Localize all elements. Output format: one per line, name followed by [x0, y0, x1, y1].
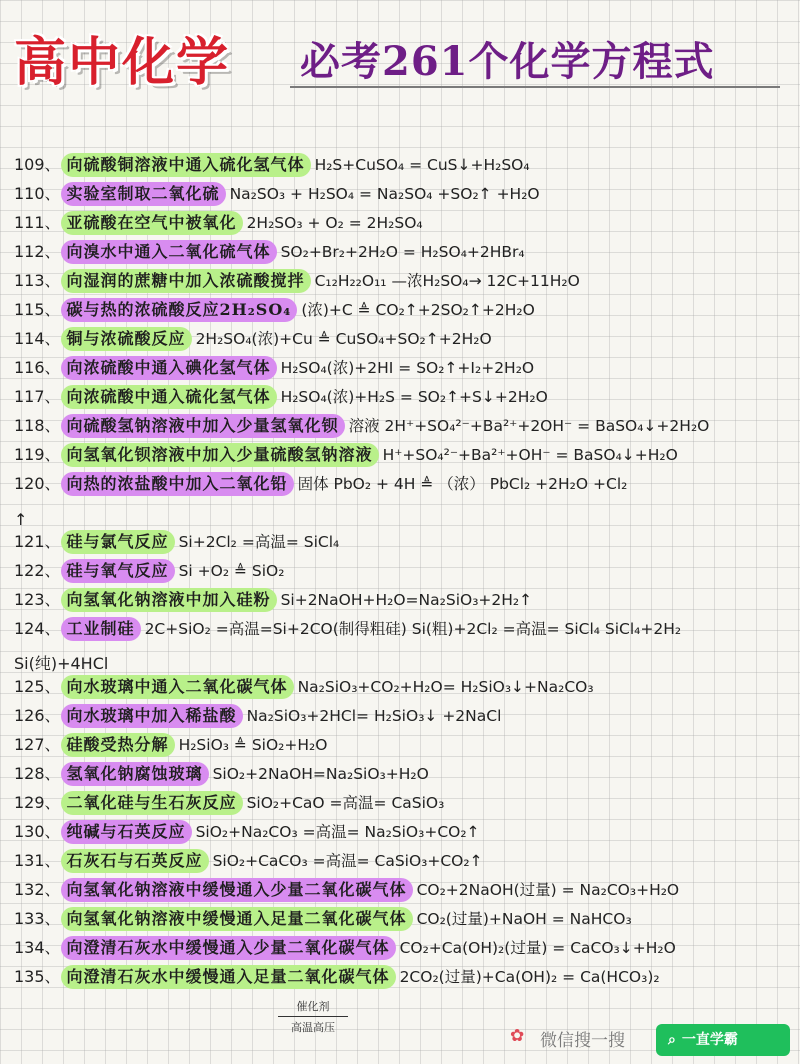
equation-number: 135、 [14, 967, 61, 986]
chemical-equation: 溶液 2H⁺+SO₄²⁻+Ba²⁺+2OH⁻ = BaSO₄↓+2H₂O [348, 417, 710, 435]
reaction-description: 向氢氧化钡溶液中加入少量硫酸氢钠溶液 [61, 443, 379, 467]
search-icon: ⌕ [668, 1032, 676, 1048]
chemical-equation: Si +O₂ ≜ SiO₂ [178, 562, 285, 580]
equation-number: 126、 [14, 706, 61, 725]
reaction-description: 工业制硅 [61, 617, 141, 641]
equation-row [14, 701, 501, 730]
equation-number: 110、 [14, 184, 61, 203]
reaction-description: 向氢氧化钠溶液中加入硅粉 [61, 588, 277, 612]
equation-row [14, 411, 709, 440]
chemical-equation: SiO₂+CaO =高温= CaSiO₃ [246, 794, 445, 812]
reaction-description: 向溴水中通入二氧化硫气体 [61, 240, 277, 264]
reaction-description: 向澄清石灰水中缓慢通入少量二氧化碳气体 [61, 936, 396, 960]
equation-number: 114、 [14, 329, 61, 348]
equation-row [14, 933, 676, 962]
watermark-button-label: 一直学霸 [681, 1032, 738, 1048]
chemical-equation: H⁺+SO₄²⁻+Ba²⁺+OH⁻ = BaSO₄↓+H₂O [382, 446, 678, 464]
equation-number: 119、 [14, 445, 61, 464]
chemical-equation: Na₂SiO₃+2HCl= H₂SiO₃↓ +2NaCl [246, 707, 502, 725]
reaction-description: 向浓硫酸中通入碘化氢气体 [61, 356, 277, 380]
equation-number: 118、 [14, 416, 61, 435]
watermark-text: 微信搜一搜 [540, 1031, 625, 1051]
chemical-equation: SiO₂+2NaOH=Na₂SiO₃+H₂O [212, 765, 429, 783]
chemical-equation: Si+2NaOH+H₂O=Na₂SiO₃+2H₂↑ [280, 591, 533, 609]
reaction-description: 向热的浓盐酸中加入二氧化铅 [61, 472, 294, 496]
equation-number: 120、 [14, 474, 61, 493]
equation-row [14, 150, 530, 179]
reaction-description: 向氢氧化钠溶液中缓慢通入少量二氧化碳气体 [61, 878, 413, 902]
equation-number: 125、 [14, 677, 61, 696]
equation-number: 116、 [14, 358, 61, 377]
equation-row [14, 614, 681, 643]
equation-row [14, 295, 535, 324]
equation-number: 123、 [14, 590, 61, 609]
equation-row [14, 788, 444, 817]
equation-number: 129、 [14, 793, 61, 812]
equation-row [14, 875, 679, 904]
equation-number: 131、 [14, 851, 61, 870]
equation-row [14, 759, 429, 788]
chemical-equation: SiO₂+Na₂CO₃ =高温= Na₂SiO₃+CO₂↑ [195, 823, 480, 841]
equation-row [14, 962, 660, 991]
reaction-description: 纯碱与石英反应 [61, 820, 192, 844]
equation-row [14, 440, 678, 469]
reaction-description: 向硫酸氢钠溶液中加入少量氢氧化钡 [61, 414, 345, 438]
equation-row [14, 730, 327, 759]
chemical-equation: 2C+SiO₂ =高温=Si+2CO(制得粗硅) Si(粗)+2Cl₂ =高温= SiCl₄ SiCl₄+2H₂ [144, 620, 682, 638]
header [0, 0, 800, 110]
equation-number: 117、 [14, 387, 61, 406]
condition-arrow-icon [278, 1016, 348, 1017]
chemical-equation: SiO₂+CaCO₃ =高温= CaSiO₃+CO₂↑ [212, 852, 483, 870]
equation-number: 121、 [14, 532, 61, 551]
reaction-description: 硅与氯气反应 [61, 530, 175, 554]
watermark-search-button[interactable] [656, 1024, 790, 1056]
chemical-equation: (浓)+C ≜ CO₂↑+2SO₂↑+2H₂O [301, 301, 535, 319]
chemical-equation: CO₂(过量)+NaOH = NaHCO₃ [416, 910, 632, 928]
equation-number: 122、 [14, 561, 61, 580]
reaction-description: 铜与浓硫酸反应 [61, 327, 192, 351]
reaction-description: 二氧化硅与生石灰反应 [61, 791, 243, 815]
condition-bottom: 高温高压 [291, 1021, 335, 1034]
page-title: 高中化学 [14, 33, 231, 93]
equation-row [14, 266, 580, 295]
reaction-description: 碳与热的浓硫酸反应2H₂SO₄ [61, 298, 298, 322]
reaction-description: 向澄清石灰水中缓慢通入足量二氧化碳气体 [61, 965, 396, 989]
chemical-equation: C₁₂H₂₂O₁₁ —浓H₂SO₄→ 12C+11H₂O [314, 272, 580, 290]
reaction-description: 亚硫酸在空气中被氧化 [61, 211, 243, 235]
reaction-description: 向水玻璃中通入二氧化碳气体 [61, 675, 294, 699]
chemical-equation: H₂SO₄(浓)+2HI = SO₂↑+I₂+2H₂O [280, 359, 535, 377]
chemical-equation: H₂SO₄(浓)+H₂S = SO₂↑+S↓+2H₂O [280, 388, 548, 406]
equation-number: 111、 [14, 213, 61, 232]
chemical-equation: H₂S+CuSO₄ = CuS↓+H₂SO₄ [314, 156, 530, 174]
equation-number: 132、 [14, 880, 61, 899]
chemical-equation: SO₂+Br₂+2H₂O = H₂SO₄+2HBr₄ [280, 243, 525, 261]
equation-number: 130、 [14, 822, 61, 841]
reaction-description: 向硫酸铜溶液中通入硫化氢气体 [61, 153, 311, 177]
equation-number: 128、 [14, 764, 61, 783]
reaction-description: 氢氧化钠腐蚀玻璃 [61, 762, 209, 786]
equation-number: 112、 [14, 242, 61, 261]
row-124-continuation: Si(纯)+4HCl [14, 654, 109, 673]
reaction-description: 实验室制取二氧化硫 [61, 182, 226, 206]
reaction-description: 向水玻璃中加入稀盐酸 [61, 704, 243, 728]
equation-row [14, 353, 534, 382]
equation-row [14, 469, 627, 498]
chemical-equation: 2H₂SO₃ + O₂ = 2H₂SO₄ [246, 214, 423, 232]
reaction-description: 硅酸受热分解 [61, 733, 175, 757]
chemical-equation: H₂SiO₃ ≜ SiO₂+H₂O [178, 736, 328, 754]
equation-number: 134、 [14, 938, 61, 957]
equation-number: 133、 [14, 909, 61, 928]
equation-row [14, 556, 284, 585]
equation-number: 115、 [14, 300, 61, 319]
chemical-equation: 2CO₂(过量)+Ca(OH)₂ = Ca(HCO₃)₂ [399, 968, 660, 986]
chemical-equation: Si+2Cl₂ =高温= SiCl₄ [178, 533, 340, 551]
equation-row [14, 237, 525, 266]
equation-row [14, 585, 532, 614]
condition-top: 催化剂 [296, 1000, 330, 1013]
chemical-equation: CO₂+Ca(OH)₂(过量) = CaCO₃↓+H₂O [399, 939, 676, 957]
watermark-logo-icon: ✿ [510, 1026, 525, 1046]
page-subtitle: 必考261个化学方程式 [300, 38, 715, 85]
equation-row [14, 817, 480, 846]
title-underline [290, 86, 780, 88]
reaction-description: 向湿润的蔗糖中加入浓硫酸搅拌 [61, 269, 311, 293]
equation-number: 124、 [14, 619, 61, 638]
reaction-description: 向氢氧化钠溶液中缓慢通入足量二氧化碳气体 [61, 907, 413, 931]
chemical-equation: 2H₂SO₄(浓)+Cu ≜ CuSO₄+SO₂↑+2H₂O [195, 330, 492, 348]
equation-row [14, 382, 548, 411]
equation-number: 127、 [14, 735, 61, 754]
reaction-description: 向浓硫酸中通入硫化氢气体 [61, 385, 277, 409]
equation-row [14, 179, 540, 208]
equation-row [14, 324, 492, 353]
equation-number: 109、 [14, 155, 61, 174]
equation-row [14, 208, 423, 237]
chemical-equation: CO₂+2NaOH(过量) = Na₂CO₃+H₂O [416, 881, 680, 899]
equation-row [14, 904, 632, 933]
chemical-equation: 固体 PbO₂ + 4H ≜ （浓） PbCl₂ +2H₂O +Cl₂ [297, 475, 628, 493]
reaction-description: 石灰石与石英反应 [61, 849, 209, 873]
chemical-equation: Na₂SiO₃+CO₂+H₂O= H₂SiO₃↓+Na₂CO₃ [297, 678, 594, 696]
chemical-equation: Na₂SO₃ + H₂SO₄ = Na₂SO₄ +SO₂↑ +H₂O [229, 185, 540, 203]
row-120-continuation: ↑ [14, 510, 28, 529]
reaction-description: 硅与氧气反应 [61, 559, 175, 583]
equation-row [14, 527, 339, 556]
equation-number: 113、 [14, 271, 61, 290]
equation-row [14, 846, 483, 875]
reaction-condition-note [278, 998, 348, 1035]
